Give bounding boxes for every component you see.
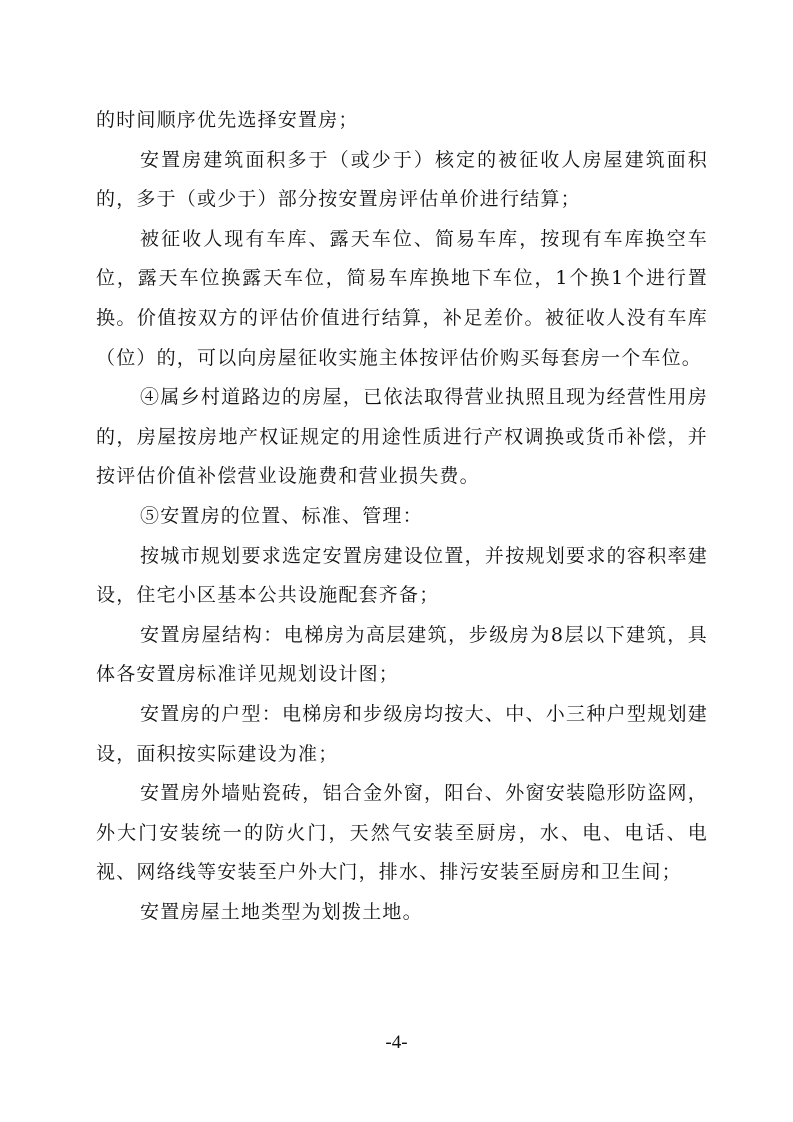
page-number: -4- [385, 1032, 408, 1053]
paragraph-roadside-business: ④属乡村道路边的房屋，已依法取得营业执照且现为经营性用房的，房屋按房地产权证规定的用途性质进行产权调换或货币补偿，并按评估价值补偿营业设施费和营业损失费。 [96, 386, 708, 488]
paragraph-section-heading: ⑤安置房的位置、标准、管理： [140, 504, 423, 527]
body-text [96, 101, 708, 932]
paragraph-area-settlement: 安置房建筑面积多于（或少于）核定的被征收人房屋建筑面积的，多于（或少于）部分按安置房评估单价进行结算； [96, 148, 708, 211]
paragraph-unit-types: 安置房的户型：电梯房和步级房均按大、中、小三种户型规划建设，面积按实际建设为准； [96, 702, 708, 765]
paragraph-fittings: 安置房外墙贴瓷砖，铝合金外窗，阳台、外窗安装隐形防盗网，外大门安装统一的防火门，天然气安装至厨房，水、电、电话、电视、网络线等安装至户外大门，排水、排污安装至厨房和卫生间； [96, 782, 708, 884]
paragraph-location: 按城市规划要求选定安置房建设位置，并按规划要求的容积率建设，住宅小区基本公共设施配套齐备； [96, 544, 708, 607]
paragraph-land-type: 安置房屋土地类型为划拨土地。 [140, 900, 423, 923]
paragraph-continuation: 的时间顺序优先选择安置房； [96, 109, 359, 131]
paragraph-garage-exchange: 被征收人现有车库、露天车位、简易车库，按现有车库换空车位，露天车位换露天车位，简易车库换地下车位，1个换1个进行置换。价值按双方的评估价值进行结算，补足差价。被征收人没有车库（位）的，可以向房屋征收实施主体按评估价购买每套房一个车位。 [96, 227, 708, 369]
paragraph-structure: 安置房屋结构：电梯房为高层建筑，步级房为8层以下建筑，具体各安置房标准详见规划设计图； [96, 623, 708, 686]
